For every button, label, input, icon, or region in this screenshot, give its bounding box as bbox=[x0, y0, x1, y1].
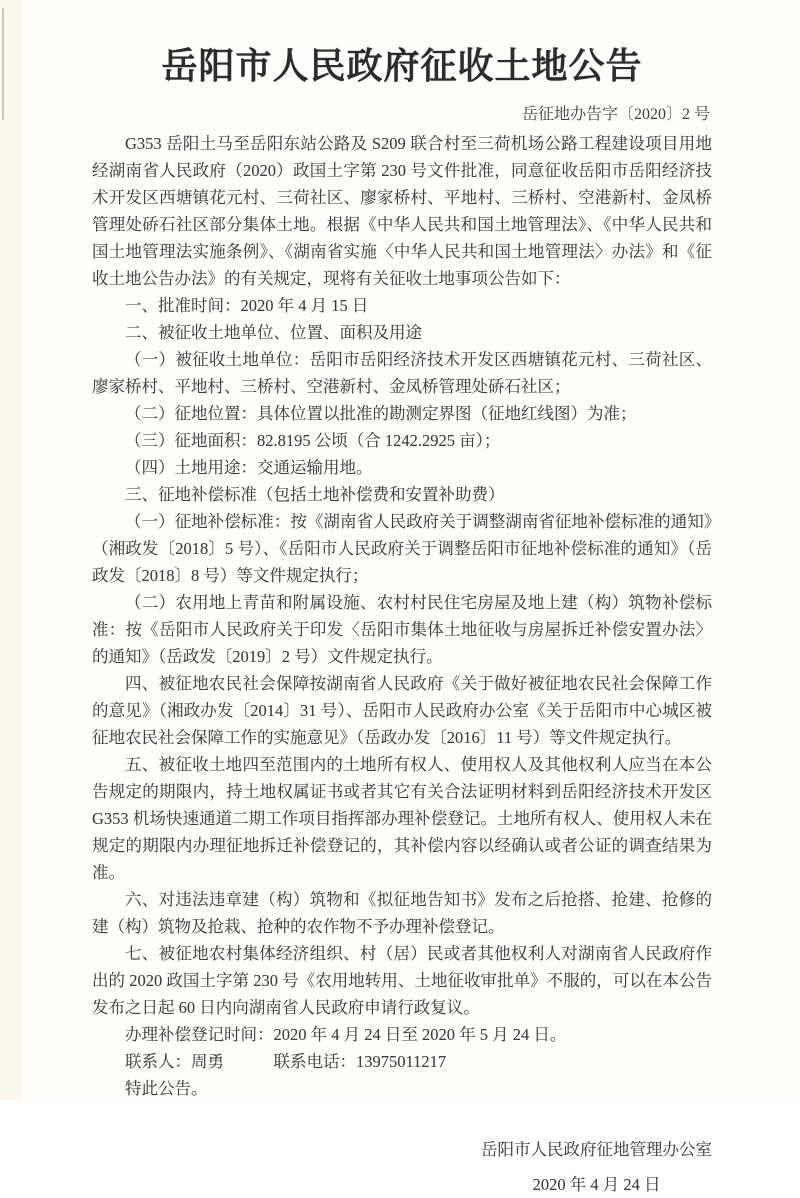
document-title: 岳阳市人民政府征收土地公告 bbox=[161, 46, 643, 86]
scan-edge-band bbox=[0, 0, 22, 1100]
signature-date: 2020 年 4 月 24 日 bbox=[532, 1175, 661, 1194]
paragraph: 七、被征地农村集体经济组织、村（居）民或者其他权利人对湖南省人民政府作出的 2020 政国土字第 230 号《农用地转用、土地征收审批单》不服的，可以在本公告发布之日起 60 日内向湖南省人民政府申请行政复议。 bbox=[92, 944, 712, 1017]
paragraph: 四、被征地农民社会保障按湖南省人民政府《关于做好被征地农民社会保障工作的意见》（湘政办发〔2014〕31 号）、岳阳市人民政府办公室《关于岳阳市中心城区被征地农民社会保障工作的实施意见》（岳政办发〔2016〕11 号）等文件规定执行。 bbox=[92, 674, 712, 747]
paragraph: （一）征地补偿标准：按《湖南省人民政府关于调整湖南省征地补偿标准的通知》（湘政发〔2018〕5 号）、《岳阳市人民政府关于调整岳阳市征地补偿标准的通知》（岳政发〔2018〕8 号）等文件规定执行； bbox=[92, 512, 712, 585]
scan-edge-artifact bbox=[2, 8, 4, 120]
paragraph: G353 岳阳土马至岳阳东站公路及 S209 联合村至三荷机场公路工程建设项目用地经湖南省人民政府（2020）政国土字第 230 号文件批准，同意征收岳阳市岳阳经济技术开发区西塘镇花元村、三荷社区、廖家桥村、平地村、三桥村、空港新村、金凤桥管理处硚石社区部分集体土地。根据《中华人民共和国土地管理法》、《中华人民共和国土地管理法实施条例》、《湖南省实施〈中华人民共和国土地管理法〉办法》和《征收土地公告办法》的有关规定，现将有关征收土地事项公告如下： bbox=[92, 134, 712, 288]
signature-block bbox=[92, 1136, 712, 1198]
paragraph: 联系人：周勇 联系电话：13975011217 bbox=[125, 1052, 447, 1071]
paragraph: 特此公告。 bbox=[125, 1079, 208, 1098]
paragraph: （四）土地用途：交通运输用地。 bbox=[125, 458, 373, 477]
paragraph: 二、被征收土地单位、位置、面积及用途 bbox=[125, 323, 422, 342]
paragraph: （二）农用地上青苗和附属设施、农村村民住宅房屋及地上建（构）筑物补偿标准：按《岳阳市人民政府关于印发〈岳阳市集体土地征收与房屋拆迁补偿安置办法〉的通知》（岳政发〔2019〕2 号）文件规定执行。 bbox=[92, 593, 712, 666]
document-number: 岳征地办告字〔2020〕2 号 bbox=[521, 106, 710, 123]
signature-office: 岳阳市人民政府征地管理办公室 bbox=[481, 1140, 712, 1159]
paragraph: 一、批准时间：2020 年 4 月 15 日 bbox=[125, 296, 369, 315]
paragraph: （一）被征收土地单位：岳阳市岳阳经济技术开发区西塘镇花元村、三荷社区、廖家桥村、平地村、三桥村、空港新村、金凤桥管理处硚石社区； bbox=[92, 350, 712, 396]
paragraph: 五、被征收土地四至范围内的土地所有权人、使用权人及其他权利人应当在本公告规定的期限内，持土地权属证书或者其它有关合法证明材料到岳阳经济技术开发区 G353 机场快速通道二期工作项目指挥部办理补偿登记。土地所有权人、使用权人未在规定的期限内办理征地拆迁补偿登记的，其补偿内容以经确认或者公证的调查结果为准。 bbox=[92, 755, 712, 882]
document-body bbox=[92, 130, 712, 1102]
paragraph: 六、对违法违章建（构）筑物和《拟征地告知书》发布之后抢搭、抢建、抢修的建（构）筑物及抢栽、抢种的农作物不予办理补偿登记。 bbox=[92, 890, 712, 936]
document-content bbox=[92, 44, 712, 1198]
paragraph: （二）征地位置：具体位置以批准的勘测定界图（征地红线图）为准； bbox=[125, 404, 637, 423]
paragraph: 三、征地补偿标准（包括土地补偿费和安置补助费） bbox=[125, 485, 505, 504]
signature bbox=[481, 1136, 712, 1198]
paragraph: （三）征地面积：82.8195 公顷（合 1242.2925 亩）； bbox=[125, 431, 501, 450]
paragraph: 办理补偿登记时间：2020 年 4 月 24 日至 2020 年 5 月 24 日。 bbox=[125, 1025, 567, 1044]
